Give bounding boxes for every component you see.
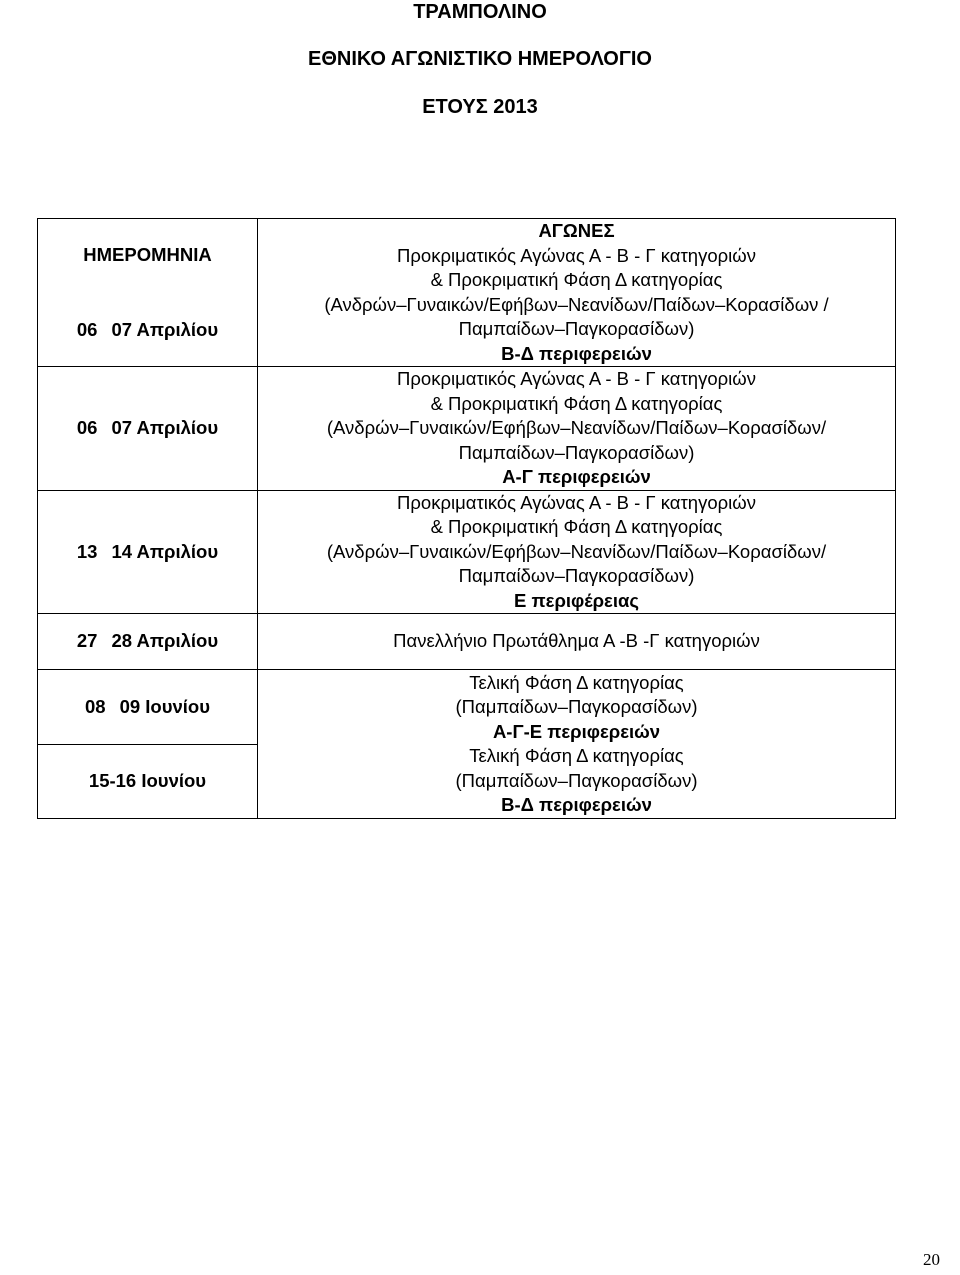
table-row	[38, 367, 896, 491]
date-cell	[38, 614, 258, 670]
date-value: 15-16 Ιουνίου	[88, 770, 207, 791]
event-line: Προκριματικός Αγώνας Α - Β - Γ κατηγοριών	[397, 244, 756, 266]
date-cell	[38, 490, 258, 614]
event-line: & Προκριματική Φάση Δ κατηγορίας	[430, 269, 723, 290]
date-value: 06 07 Απριλίου	[76, 318, 219, 340]
event-line: Παμπαίδων–Παγκορασίδων)	[458, 441, 695, 463]
events-cell	[258, 490, 896, 614]
events-cell	[258, 219, 896, 367]
event-line: Τελική Φάση Δ κατηγορίας	[469, 745, 684, 766]
event-line: Προκριματικός Αγώνας Α - Β - Γ κατηγοριών	[397, 491, 756, 513]
events-cell	[258, 367, 896, 491]
date-value: 13 14 Απριλίου	[76, 540, 219, 562]
event-line: Παμπαίδων–Παγκορασίδων)	[458, 565, 695, 586]
table-row	[38, 670, 896, 745]
event-line: Τελική Φάση Δ κατηγορίας	[469, 671, 684, 693]
table-row	[38, 490, 896, 614]
events-column-header: ΑΓΩΝΕΣ	[538, 220, 615, 241]
region-line: Β-Δ περιφερειών	[501, 342, 652, 364]
date-cell	[38, 744, 258, 819]
date-column-header: ΗΜΕΡΟΜΗΝΙΑ	[83, 244, 212, 265]
date-cell	[38, 670, 258, 745]
date-value: 08 09 Ιουνίου	[84, 695, 210, 717]
date-value: 27 28 Απριλίου	[76, 630, 219, 652]
event-line: & Προκριματική Φάση Δ κατηγορίας	[430, 516, 723, 537]
year-title: ΕΤΟΥΣ 2013	[422, 96, 538, 118]
page-number: 20	[923, 1250, 940, 1269]
region-line: Α-Γ-Ε περιφερειών	[492, 720, 661, 742]
events-cell	[258, 614, 896, 670]
event-line: (Ανδρών–Γυναικών/Εφήβων–Νεανίδων/Παίδων–Κορασίδων/	[326, 417, 827, 438]
event-line: Προκριματικός Αγώνας Α - Β - Γ κατηγοριών	[397, 368, 756, 389]
sport-title: ΤΡΑΜΠΟΛΙΝΟ	[413, 1, 547, 23]
date-cell	[38, 219, 258, 367]
calendar-title: ΕΘΝΙΚΟ ΑΓΩΝΙΣΤΙΚΟ ΗΜΕΡΟΛΟΓΙΟ	[307, 48, 652, 70]
schedule-table	[37, 218, 896, 819]
event-line: (Παμπαίδων–Παγκορασίδων)	[455, 696, 698, 717]
event-line: Πανελλήνιο Πρωτάθλημα Α -Β -Γ κατηγοριών	[393, 630, 760, 652]
table-row	[38, 219, 896, 367]
event-line: (Ανδρών–Γυναικών/Εφήβων–Νεανίδων/Παίδων–Κορασίδων /	[324, 293, 829, 315]
event-line: (Παμπαίδων–Παγκορασίδων)	[455, 769, 698, 791]
event-line: & Προκριματική Φάση Δ κατηγορίας	[430, 392, 723, 414]
events-cell	[258, 670, 896, 819]
event-line: (Ανδρών–Γυναικών/Εφήβων–Νεανίδων/Παίδων–Κορασίδων/	[326, 540, 827, 562]
region-line: Α-Γ περιφερειών	[502, 466, 651, 487]
table-row	[38, 614, 896, 670]
event-line: Παμπαίδων–Παγκορασίδων)	[458, 318, 695, 339]
region-line: Β-Δ περιφερειών	[501, 794, 652, 815]
region-line: Ε περιφέρειας	[514, 589, 639, 611]
date-value: 06 07 Απριλίου	[76, 417, 219, 438]
date-cell	[38, 367, 258, 491]
